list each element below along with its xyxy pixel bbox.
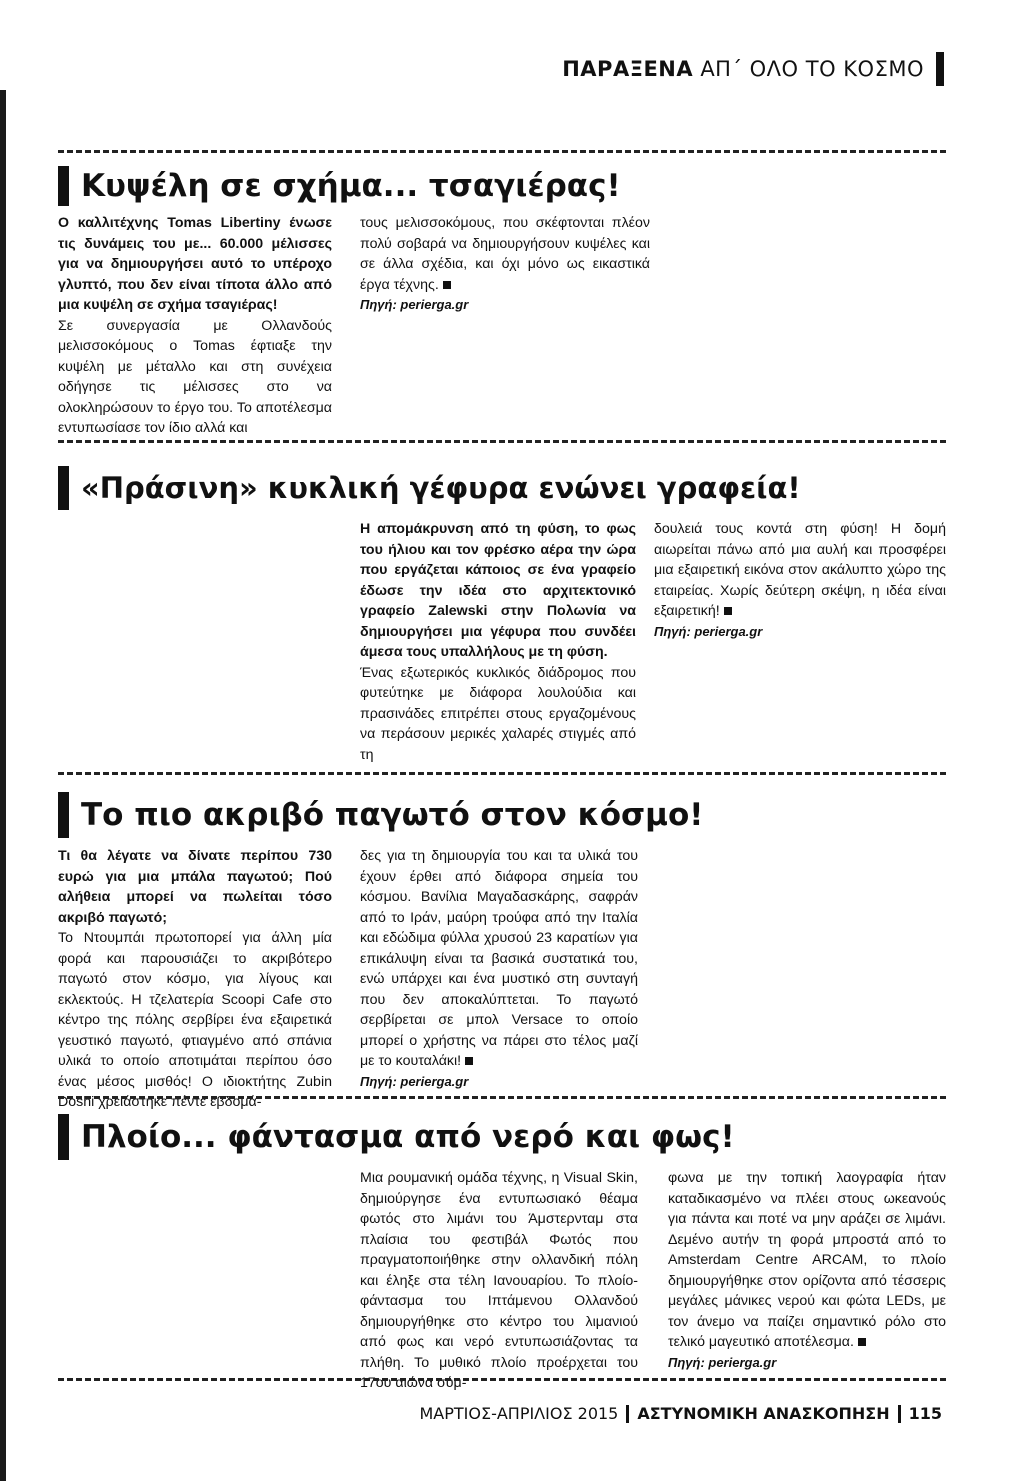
article-lead: Η απομάκρυνση από τη φύση, το φως του ήλιου και τον φρέσκο αέρα την ώρα που εργάζεται κάποιος σε ένα γραφείο έδωσε την ιδέα στο αρχιτεκτονικό γραφείο Zalewski στην Πολωνία να δημιουργήσει μια γέφυρα που συνδέει άμεσα τους υπαλλήλους με τη φύση. xyxy=(360,521,636,660)
article-source: Πηγή: perierga.gr xyxy=(360,1073,469,1089)
divider xyxy=(58,1378,946,1381)
article-title-text: «Πράσινη» κυκλική γέφυρα ενώνει γραφεία! xyxy=(81,471,801,505)
article-body: Μια ρουμανική ομάδα τέχνης, η Visual Skin, δημιούργησε ένα εντυπωσιακό θέαμα φωτός στο λιμάνι του Άμστερνταμ στα πλαίσια του φεστιβάλ Φωτός που πραγματοποιήθηκε στην ολλανδική πόλη και έληξε στα τέλη Ιανουαρίου. Το πλοίο-φάντασμα του Ιπτάμενου Ολλανδού δημιουργήθηκε στο κέντρο του λιμανιού από φως και νερό εντυπωσιάζοντας τα πλήθη. Το μυθικό πλοίο προέρχεται του 17ου αιώνα σύμ- xyxy=(360,1170,638,1391)
article-beehive-col-1 xyxy=(58,213,332,439)
article-title-text: Το πιο ακριβό παγωτό στον κόσμο! xyxy=(81,797,704,833)
section-header xyxy=(562,52,944,86)
article-source: Πηγή: perierga.gr xyxy=(360,297,469,312)
article-bridge-col-1 xyxy=(360,519,636,765)
article-body: Ένας εξωτερικός κυκλικός διάδρομος που φυτεύτηκε με διάφορα λουλούδια και πρασινάδες επιτρέπει στους εργαζομένους να περάσουν μερικές χαλαρές στιγμές από τη xyxy=(360,664,636,763)
article-icecream-col-2 xyxy=(360,846,638,1092)
article-title-text: Πλοίο... φάντασμα από νερό και φως! xyxy=(81,1119,735,1155)
article-ghostship-col-1 xyxy=(360,1168,638,1394)
end-square-icon xyxy=(724,607,732,615)
article-body: Το Ντουμπάι πρωτοπορεί για άλλη μία φορά και παρουσιάζει το ακριβότερο παγωτό στον κόσμο, για λίγους και εκλεκτούς. Η τζελατερία Scoopi Cafe στο κέντρο της πόλης σερβίρει ένα εξαιρετικά γευστικό παγωτό, φτιαγμένο από σπάνια υλικά το οποίο αποτιμάται περίπου όσο ένας μέσος μισθός! Ο ιδιοκτήτης Zubin Doshi χρειάστηκε πέντε εβδομά- xyxy=(58,930,332,1110)
divider xyxy=(58,1096,946,1099)
article-lead: Ο καλλιτέχνης Tomas Libertiny ένωσε τις δυνάμεις του με... 60.000 μέλισσες για να δημιουργήσει αυτό το υπέροχο γλυπτό, που δεν είναι τίποτα άλλο από μια κυψέλη σε σχήμα τσαγιέρας! xyxy=(58,215,332,313)
title-marker xyxy=(58,466,69,510)
page-number: 115 xyxy=(908,1404,942,1423)
footer-magazine: ΑΣΤΥΝΟΜΙΚΗ ΑΝΑΣΚΟΠΗΣΗ xyxy=(637,1404,890,1423)
article-icecream-col-1 xyxy=(58,846,332,1113)
title-marker xyxy=(58,792,69,838)
article-body: φωνα με την τοπική λαογραφία ήταν καταδικασμένο να πλέει στους ωκεανούς για πάντα και ποτέ να μην αράζει σε λιμάνι. Δεμένο αυτήν τη φορά μπροστά από το Amsterdam Centre ARCAM, το πλοίο δημιουργήθηκε στον ορίζοντα από τέσσερις μεγάλες μάνικες νερού και φώτα LEDs, με τον άνεμο να παίζει σημαντικό ρόλο στο τελικό μαγευτικό αποτέλεσμα. xyxy=(668,1170,946,1350)
article-beehive-col-2 xyxy=(360,213,650,316)
title-marker xyxy=(58,166,69,206)
article-title-ghostship xyxy=(58,1114,735,1160)
article-title-text: Κυψέλη σε σχήμα... τσαγιέρας! xyxy=(81,168,621,204)
article-bridge-col-2 xyxy=(654,519,946,642)
title-marker xyxy=(58,1114,69,1160)
end-square-icon xyxy=(465,1057,473,1065)
article-body: δουλειά τους κοντά στη φύση! Η δομή αιωρείται πάνω από μια αυλή και προσφέρει μια εξαιρετική εικόνα στον ακάλυπτο χώρο της εταιρείας. Χωρίς δεύτερη σκέψη, η ιδέα είναι εξαιρετική! xyxy=(654,521,946,619)
footer-issue: ΜΑΡΤΙΟΣ-ΑΠΡΙΛΙΟΣ 2015 xyxy=(419,1404,619,1423)
page-footer xyxy=(419,1404,942,1423)
divider xyxy=(58,440,946,443)
header-accent-bar xyxy=(936,52,944,86)
footer-separator xyxy=(898,1405,901,1423)
article-ghostship-col-2 xyxy=(668,1168,946,1373)
article-body: τους μελισσοκόμους, που σκέφτονται πλέον πολύ σοβαρά να δημιουργήσουν κυψέλες και σε άλλα σχέδια, και όχι μόνο ως εικαστικά έργα τέχνης. xyxy=(360,215,650,293)
footer-separator xyxy=(626,1405,629,1423)
article-body: δες για τη δημιουργία του και τα υλικά του έχουν έρθει από διάφορα σημεία του κόσμου. Βανίλια Μαγαδασκάρης, σαφράν από το Ιράν, μαύρη τρούφα από την Ιταλία και εδώδιμα φύλλα χρυσού 23 καρατίων για επικάλυψη είναι τα βασικά συστατικά του, ενώ υπάρχει και ένα μυστικό στη συνταγή που δεν αποκαλύπτεται. Το παγωτό σερβίρεται σε μπολ Versace το οποίο μπορεί ο χρήστης να πάρει στο τέλος μαζί με το κουταλάκι! xyxy=(360,848,638,1069)
page-edge-bar xyxy=(0,90,6,1481)
article-title-beehive xyxy=(58,166,621,206)
article-title-bridge xyxy=(58,466,801,510)
divider xyxy=(58,150,946,153)
article-body: Σε συνεργασία με Ολλανδούς μελισσοκόμους ο Tomas έφτιαξε την κυψέλη με μέταλλο και στη συνέχεια οδήγησε τις μέλισσες στο να ολοκληρώσουν το έργο του. Το αποτέλεσμα εντυπωσίασε τον ίδιο αλλά και xyxy=(58,317,332,436)
divider xyxy=(58,772,946,775)
section-label-bold: ΠΑΡΑΞΕΝΑ xyxy=(562,57,694,81)
article-source: Πηγή: perierga.gr xyxy=(668,1354,777,1370)
end-square-icon xyxy=(858,1338,866,1346)
section-label xyxy=(562,57,924,81)
article-lead: Τι θα λέγατε να δίνατε περίπου 730 ευρώ για μια μπάλα παγωτού; Πού αλήθεια μπορεί να πωλείται τόσο ακριβό παγωτό; xyxy=(58,848,332,926)
section-label-rest: ΑΠ΄ ΟΛΟ ΤΟ ΚΟΣΜΟ xyxy=(693,57,924,81)
article-source: Πηγή: perierga.gr xyxy=(654,623,763,639)
end-square-icon xyxy=(443,281,451,289)
article-title-icecream xyxy=(58,792,703,838)
